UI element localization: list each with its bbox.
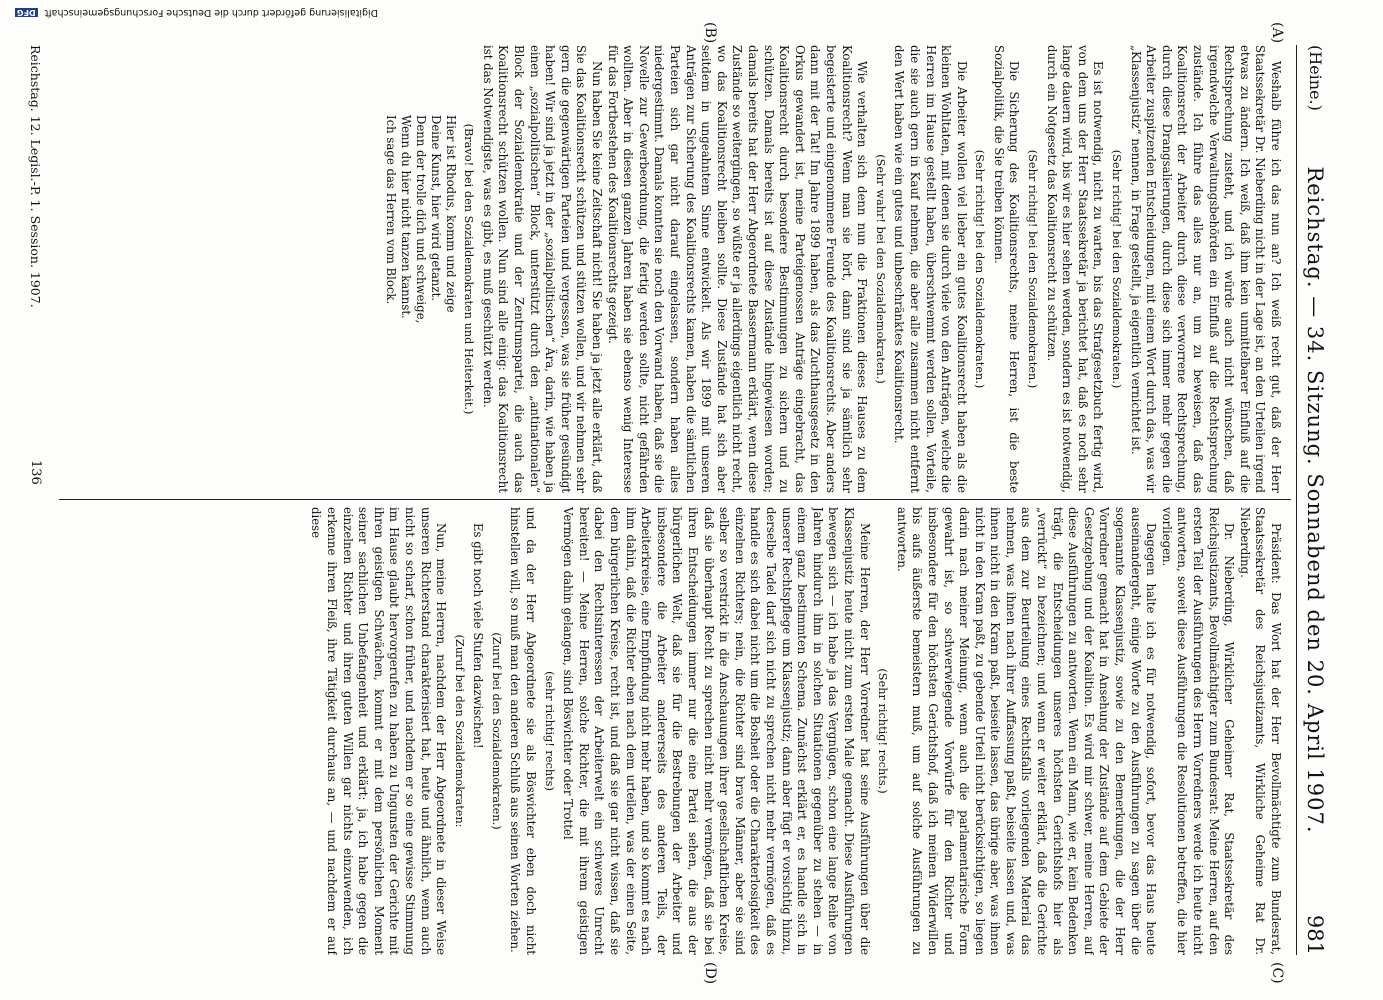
dfg-logo: DFG <box>16 8 36 17</box>
paragraph: und da der Herr Abgeordnete sie als Böswichter eben doch nicht hinstellen will, so muß man den anderen Schluß aus seinen Worten ziehen. <box>508 507 539 955</box>
verse-line: Ich sage das Herren vom Block. <box>383 115 398 305</box>
paragraph: Es ist notwendig, nicht zu warten, bis das Strafgesetzbuch fertig wird, von dem uns der Herr Staatssekretär ja berichtet hat, daß es noch sehr lange dauern wird, bis wir es hier sehen werden, sondern es ist notwendig, durch ein Notgesetz das Koalitionsrecht zu schützen. <box>1044 45 1106 493</box>
right-column <box>53 507 1283 955</box>
digitization-credit <box>8 4 378 18</box>
verse-line: Wenn du hier nicht tanzen kannst. <box>398 115 413 319</box>
paragraph: Weshalb führe ich das nun an? Ich weiß recht gut, daß der Herr Staatssekretär Dr. Nieberding nicht in der Lage ist, an den Urteilen irgend etwas zu ändern. Ich weiß, daß ihm kein unmittelbarer Einfluß auf die Rechtsprechung zusteht, und ich würde auch nicht wünschen, daß irgendwelche Verwaltungsbehörden ein Einfluß auf die Rechtsprechung zustände. Ich führe das alles nur an, um zu beweisen, daß das Koalitionsrecht der Arbeiter durch diese verworrene Rechtsprechung, durch diese Drangsalierungen, durch diese sich immer mehr gegen die Arbeiter zuspitzenden Entscheidungen, mit einem Wort durch das, was wir „Klassenjustiz“ nennen, in Frage gestellt, ja eigentlich vernichtet ist. <box>1128 45 1283 493</box>
interjection: (Sehr richtig! bei den Sozialdemokraten.) <box>1110 149 1124 389</box>
header-speaker: (Heine.) <box>1306 45 1325 111</box>
paragraph: Meine Herren, der Herr Vorredner hat seine Ausführungen über die Klassenjustiz heute nicht zum ersten Male gemacht. Diese Ausführungen bewegen sich — ich habe ja das Vergnügen, schon eine lange Reihe von Jahren hindurch ihm in solchen Situationen gegenüber zu stehen — in einem ganz bestimmten Schema. Zunächst erklärt er, es handle sich in unserer Rechtspflege um Klassenjustiz; dann aber fügt er vorsichtig hinzu, derselbe Tadel darf sich nicht zu sprechen nicht mehr vermögen, daß es handle es sich dabei nicht um die Bosheit oder die Charakterlosigkeit des einzelnen Richters; nein, die Richter sind brave Männer, aber sie sind selber so verstrickt in die Anschauungen ihrer gesellschaftlichen Kreise, daß sie überhaupt Recht zu sprechen nicht mehr vermögen, daß sie bei ihren Entscheidungen immer nur die eine Partei sehen, die aus der bürgerlichen Welt, daß sie für die Bestrebungen der Arbeiter und insbesondere die Arbeiter andererseits des anderen Teils, der Arbeiterkreise, eine Empfindung nicht mehr haben, und so kommt es nach ihm dahin, daß die Richter eben nach dem urteilen, was der einen Seite, dem bürgerlichen Kreise, recht ist, und daß sie gar nicht wissen, daß sie dabei den Rechtsinteressen der Arbeiterwelt ein schweres Unrecht bereiten! — Meine Herren, solche Richter, die mit ihrem geistigen Vermögen dahin gelangen, sind Böswichter oder Trottel <box>561 507 872 955</box>
margin-marker-a: (A) <box>1269 22 1285 44</box>
paragraph: Dr. Nieberding, Wirklicher Geheimer Rat, Staatssekretär des Reichsjustizamts, Bevollmächtigter zum Bundesrat: Meine Herren, auf den ersten Teil der Ausführungen des Herrn Vorredners werde ich heute nicht antworten, soweit diese Ausführungen die Resolutionen betreffen, die hier vorliegen. <box>1159 507 1237 955</box>
interjection: (Zuruf bei den Sozialdemokraten: <box>452 634 466 828</box>
paragraph: Die Sicherung des Koalitionsrechts, meine Herren, ist die beste Sozialpolitik, die Sie treiben können. <box>991 45 1022 493</box>
interjection: (Sehr wahr! bei den Sozialdemokraten.) <box>873 154 887 384</box>
interjection: (Sehr richtig! bei den Sozialdemokraten.) <box>1026 149 1040 389</box>
credit-text: Digitalisierung gefördert durch die Deutsche Forschungsgemeinschaft <box>44 7 378 18</box>
paragraph: Wie verhalten sich denn nun die Fraktionen dieses Hauses zu dem Koalitionsrecht? Wenn man sie hört, dann sind sie ja sämtlich sehr begeisterte und eingenommene Freunde des Koalitionsrechts. Aber anders dann mit der Tat! Im Jahre 1899 haben, als das Zuchthausgesetz in den Orkus gewandert ist, meine Parteigenossen Anträge eingebracht, das Koalitionsrecht durch besondere Bestimmungen zu sichern und zu schützen. Damals bereits ist auf diese Zustände hingewiesen worden; damals bereits hat der Herr Abgeordnete Bassermann erklärt, wenn diese Zustände so weitergingen, so wüßte er ja allerdings eigentlich nicht recht, wo das Koalitionsrecht bleiben sollte. Diese Zustände hat sich aber seitdem in ungeahntem Sinne entwickelt. Als wir 1899 mit unseren Anträgen zur Sicherung des Koalitionsrechts kamen, haben die sämtlichen Parteien sich gar nicht darauf eingelassen, sondern haben alles niedergestimmt. Damals konnten sie noch den Vorwand haben, daß sie die Novelle zur Gewerbeordnung, die fertig werden sollte, nicht gefährden wollten. Aber in diesen ganzen Jahren haben sie ebenso wenig Interesse für das Fortbestehen des Koalitionsrechts gezeigt. <box>605 45 870 493</box>
header-title: Reichstag. — 34. Sitzung. Sonnabend den 20. April 1907. <box>1303 166 1327 834</box>
footer-session-info: Reichstag. 12. Legisl.-P. 1. Session. 1907. <box>28 45 43 308</box>
margin-marker-c: (C) <box>1269 962 1285 984</box>
verse-line: Deine Kunst, hier wird getanzt. <box>428 115 443 302</box>
paragraph: Präsident: Das Wort hat der Herr Bevollmächtigte zum Bundesrat, Staatssekretär des Reichsjustizamts, Wirkliche Geheime Rat Dr. Nieberding. <box>1237 507 1283 955</box>
interjection: (Zuruf bei den Sozialdemokraten.) <box>489 632 503 830</box>
left-column <box>53 45 1283 493</box>
margin-marker-d: (D) <box>702 962 718 985</box>
interjection: (sehr richtig! rechts) <box>542 671 556 791</box>
margin-marker-b: (B) <box>702 22 718 44</box>
column-divider <box>59 499 1291 500</box>
verse-quote <box>383 115 458 493</box>
page-header <box>1296 45 1327 955</box>
verse-line: Hier ist Rhodus, komm und zeige <box>443 115 458 313</box>
paragraph: Nun, meine Herren, nachdem der Herr Abgeordnete in dieser Weise unseren Richterstand charakterisiert hat, heute und ähnlich, wenn auch nicht so scharf, schon früher, und nachdem er so eine gewisse Stimmung im Hause glaubt hervorgerufen zu haben zu Ungunsten der Gerichte mit ihren geistigen Schwächen, kommt er mit dem persönlichen Moment seiner sachlichen Unbefangenheit und erklärt: ja, ich habe gegen die einzelnen Richter und ihren guten Willen gar nichts einzuwenden, ich erkenne ihren Fleiß, ihre Tätigkeit durchaus an, — und nachdem er auf diese <box>309 507 449 955</box>
paragraph: Es gibt noch viele Stufen dazwischen! <box>471 523 486 749</box>
verse-line: Denn der trolle dich und schweige, <box>413 115 428 324</box>
interjection: (Sehr richtig! bei den Sozialdemokraten.) <box>973 149 987 389</box>
paragraph: Die Arbeiter wollen viel lieber ein gutes Koalitionsrecht haben als die kleinen Wohltaten, mit denen sie durch viele von den Anträgen, welche die Herren im Hause gestellt haben, überschwemmt werden sollen. Vorteile, die sie auch gern in Kauf nehmen, die aber alle zusammen nicht entfernt den Wert haben wie ein gutes und unbeschränktes Koalitionsrecht. <box>892 45 969 493</box>
interjection: (Sehr richtig! rechts.) <box>876 668 890 794</box>
paragraph: Dagegen halte ich es für notwendig, sofort, bevor das Haus heute auseinandergeht, einige Worte zu den Ausführungen zu sagen über die sogenannte Klassenjustiz, sowie zu den Bemerkungen, die der Herr Vorredner gemacht hat in Ansehung der Zustände auf dem Gebiete der Gesetzgebung und der Koalition. Es wird mir schwer, meine Herren, auf diese Ausführungen zu antworten. Wenn ein Mann, wie er, kein Bedenken trägt, die Entscheidungen unseres höchsten Gerichtshofs hier als „verrückt“ zu bezeichnen; und wenn er weiter erklärt, daß die Gerichte aus dem zur Beurteilung eines Rechtsfalls vorliegenden Material das nehmen, was ihnen nach ihrer Auffassung paßt, beiseite lassen und, was ihnen nicht in den Kram paßt, beiseite lassen, das übrige aber, was ihnen nicht in den Kram paßt, zu gebende Urteil nicht berücksichtigen, so liegen darin nach meiner Meinung, wenn auch die parlamentarische Form gewahrt ist, so schwerwiegende Vorwürfe für den Richter und insbesondere für den höchsten Gerichtshof, daß ich meinen Widerwillen bis aufs äußerste bemeistern muß, um auf solche Ausführungen zu antworten. <box>894 507 1159 955</box>
paragraph: Nun haben Sie keine Zeitschaft nicht! Sie haben ja jetzt alle erklärt, daß Sie das Koalitionsrecht schützen und stützen wollen, und wir nehmen sehr gern die gegenwärtigen Parteien und vergessen, was sie früher gesündigt haben! Wir sind ja jetzt in der „sozialpolitischen“ Ära, darin, wie haben ja einen „sozialpolitischen“ Block, unterstützt durch den „antinationalen“ Block der Sozialdemokratie und der Zentrumspartei, die auch das Koalitionsrecht schützen wollen. Nun sind alle einig: das Koalitionsrecht ist das Notwendigste, was es gibt, es muß geschützt werden. <box>480 45 605 493</box>
footer-page-number: 136 <box>28 460 43 485</box>
interjection: (Bravo! bei den Sozialdemokraten und Heiterkeit.) <box>462 123 476 415</box>
header-page-number: 981 <box>1303 914 1327 955</box>
